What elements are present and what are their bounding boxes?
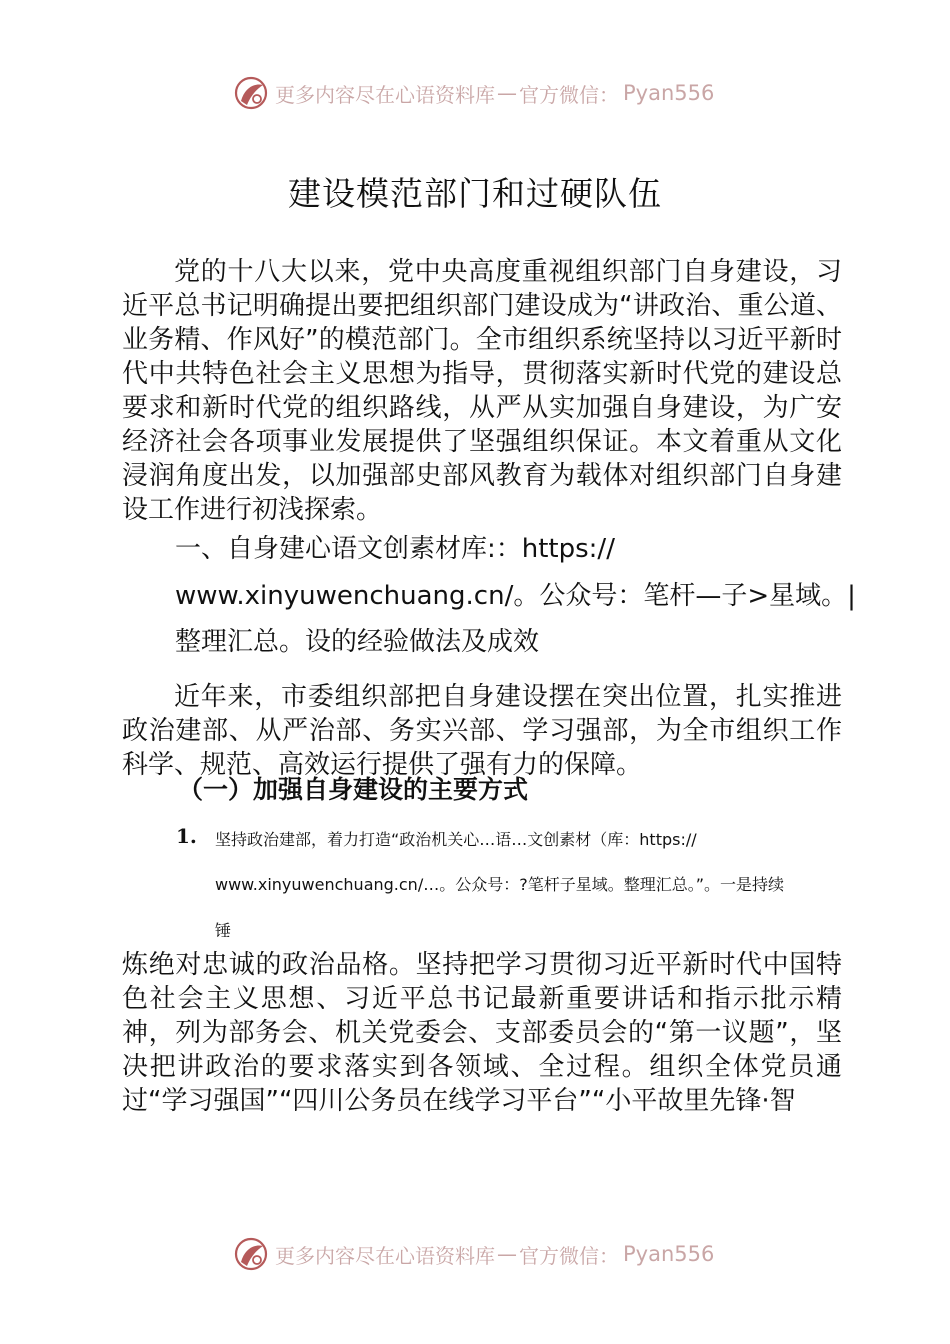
watermark-separator: — — [497, 81, 517, 105]
item-text-line-2: www.xinyuwenchuang.cn/…。公众号：?笔杆子星域。整理汇总。”。一是持续 — [215, 875, 784, 894]
paragraph-political-loyalty: 炼绝对忠诚的政治品格。坚持把学习贯彻习近平新时代中国特色社会主义思想、习近平总书记最新重要讲话和指示批示精神，列为部务会、机关党委会、支部委员会的“第一议题”，坚决把讲政治的要求落实到各领域、全过程。组织全体党员通过“学习强国”“四川公务员在线学习平台”“小平故里先锋·智 — [122, 950, 842, 1116]
watermark-separator: — — [497, 1242, 517, 1266]
footer-watermark — [233, 1234, 714, 1274]
section-heading-line-1: 一、自身建心语文创素材库:：https:// — [175, 534, 615, 564]
seal-logo-icon — [233, 75, 269, 111]
header-watermark — [233, 73, 714, 113]
watermark-id: Pyan556 — [623, 1242, 715, 1266]
watermark-text: 更多内容尽在心语资料库 — [275, 1243, 495, 1268]
paragraph-intro: 党的十八大以来，党中央高度重视组织部门自身建设，习近平总书记明确提出要把组织部门建设成为“讲政治、重公道、业务精、作风好”的模范部门。全市组织系统坚持以习近平新时代中共特色社会主义思想为指导，贯彻落实新时代党的建设总要求和新时代党的组织路线，从严从实加强自身建设，为广安经济社会各项事业发展提供了坚强组织保证。本文着重从文化浸润角度出发，以加强部史部风教育为载体对组织部门自身建设工作进行初浅探索。 — [122, 257, 842, 525]
section-heading-line-2: www.xinyuwenchuang.cn/。公众号：笔杆—子>星域。| — [175, 581, 856, 611]
document-title: 建设模范部门和过硬队伍 — [288, 174, 662, 213]
item-text-line-3: 锤 — [215, 921, 232, 940]
watermark-text: 更多内容尽在心语资料库 — [275, 82, 495, 107]
item-number: 1. — [176, 824, 197, 848]
item-text-line-1: 坚持政治建部，着力打造“政治机关心…语…文创素材（库：https:// — [215, 830, 697, 849]
subheading-main-methods: （一）加强自身建设的主要方式 — [178, 775, 529, 804]
watermark-id: Pyan556 — [623, 81, 715, 105]
watermark-label: 官方微信： — [519, 82, 619, 107]
seal-logo-icon — [233, 1236, 269, 1272]
watermark-label: 官方微信： — [519, 1243, 619, 1268]
section-heading-line-3: 整理汇总。设的经验做法及成效 — [175, 627, 540, 657]
paragraph-recent-years: 近年来，市委组织部把自身建设摆在突出位置，扎实推进政治建部、从严治部、务实兴部、学习强部，为全市组织工作科学、规范、高效运行提供了强有力的保障。 — [122, 682, 842, 780]
